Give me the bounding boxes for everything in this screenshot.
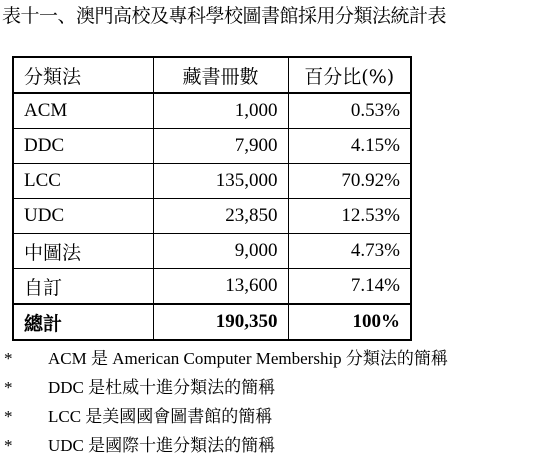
classification-stats-table	[12, 56, 412, 341]
cell-volume-count: 1,000	[153, 93, 288, 129]
header-row	[13, 57, 411, 93]
footnote-item	[4, 402, 448, 431]
footnote-marker: *	[4, 378, 13, 397]
cell-volume-count: 13,600	[153, 269, 288, 305]
cell-classification: 自訂	[13, 269, 153, 305]
cell-volume-count: 7,900	[153, 129, 288, 164]
footnote-item	[4, 431, 448, 460]
total-percentage: 100%	[288, 304, 411, 340]
table-row	[13, 93, 411, 129]
column-header-percentage: 百分比(%)	[288, 57, 411, 93]
cell-percentage: 0.53%	[288, 93, 411, 129]
cell-volume-count: 9,000	[153, 234, 288, 269]
footnote-text: LCC 是美國國會圖書館的簡稱	[48, 407, 273, 426]
table-row	[13, 129, 411, 164]
footnote-marker: *	[4, 349, 13, 368]
total-volume-count: 190,350	[153, 304, 288, 340]
total-row	[13, 304, 411, 340]
column-header-classification: 分類法	[13, 57, 153, 93]
footnote-marker: *	[4, 436, 13, 455]
table-row	[13, 164, 411, 199]
footnotes	[4, 344, 448, 460]
cell-classification: ACM	[13, 93, 153, 129]
footnote-text: ACM 是 American Computer Membership 分類法的簡稱	[48, 349, 448, 368]
cell-volume-count: 23,850	[153, 199, 288, 234]
column-header-volume-count: 藏書冊數	[153, 57, 288, 93]
table-row	[13, 269, 411, 305]
footnote-item	[4, 344, 448, 373]
cell-volume-count: 135,000	[153, 164, 288, 199]
footnote-text: DDC 是杜威十進分類法的簡稱	[48, 378, 276, 397]
cell-classification: DDC	[13, 129, 153, 164]
table-title: 表十一、澳門高校及專科學校圖書館採用分類法統計表	[2, 5, 447, 27]
table-row	[13, 234, 411, 269]
table-row	[13, 199, 411, 234]
cell-percentage: 12.53%	[288, 199, 411, 234]
cell-percentage: 4.15%	[288, 129, 411, 164]
cell-percentage: 70.92%	[288, 164, 411, 199]
footnote-item	[4, 373, 448, 402]
footnote-text: UDC 是國際十進分類法的簡稱	[48, 436, 276, 455]
total-label: 總計	[13, 304, 153, 340]
cell-classification: UDC	[13, 199, 153, 234]
footnote-marker: *	[4, 407, 13, 426]
cell-classification: 中圖法	[13, 234, 153, 269]
cell-classification: LCC	[13, 164, 153, 199]
cell-percentage: 7.14%	[288, 269, 411, 305]
cell-percentage: 4.73%	[288, 234, 411, 269]
